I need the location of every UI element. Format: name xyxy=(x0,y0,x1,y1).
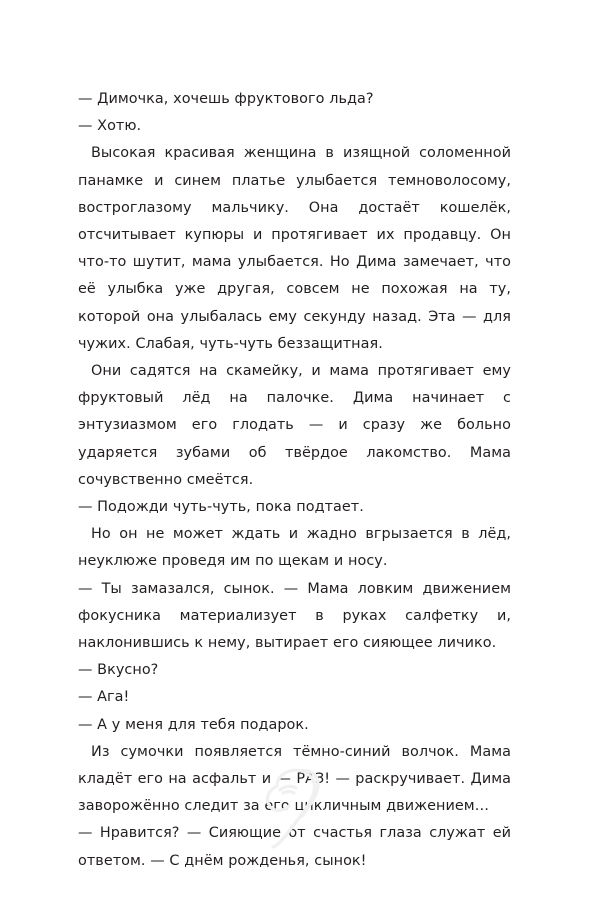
paragraph: Но он не может ждать и жадно вгрызается в лёд, неуклюже проведя им по щекам и носу. xyxy=(78,526,511,570)
paragraph: — Вкусно? xyxy=(78,662,159,679)
paragraph: — Димочка, хочешь фруктового льда? xyxy=(78,91,374,107)
paragraph: — Ты замазался, сынок. — Мама ловким движением фокусника материализует в руках салфетку и, наклонившись к нему, вытирает его сияющее личико. xyxy=(78,580,511,652)
paragraph: Высокая красивая женщина в изящной соломенной панамке и синем платье улыбается темноволосому, востроглазому мальчику. Она достаёт кошелёк, отсчитывает купюры и протягивает их продавцу. Он что-то шутит, мама улыбается. Но Дима замечает, что её улыбка уже другая, совсем не похожая на ту, которой она улыбалась ему секунду назад. Эта — для чужих. Слабая, чуть-чуть беззащитная. xyxy=(78,145,511,352)
paragraph: — Подожди чуть-чуть, пока подтает. xyxy=(78,499,364,516)
paragraph: — Хотю. xyxy=(78,118,142,135)
paragraph: — Ага! xyxy=(78,689,130,706)
paragraph: Из сумочки появляется тёмно-синий волчок. Мама кладёт его на асфальт и — РАЗ! — раскручивает. Дима заворожённо следит за его цикличным движением… xyxy=(78,743,511,815)
paragraph: Они садятся на скамейку, и мама протягивает ему фруктовый лёд на палочке. Дима начинает с энтузиазмом его глодать — и сразу же больно ударяется зубами об твёрдое лакомство. Мама сочувственно смеётся. xyxy=(78,363,511,488)
paragraph: — Нравится? — Сияющие от счастья глаза служат ей ответом. — С днём рожденья, сынок! xyxy=(78,825,511,869)
paragraph: — А у меня для тебя подарок. xyxy=(78,716,309,733)
page-text-column xyxy=(78,86,511,875)
